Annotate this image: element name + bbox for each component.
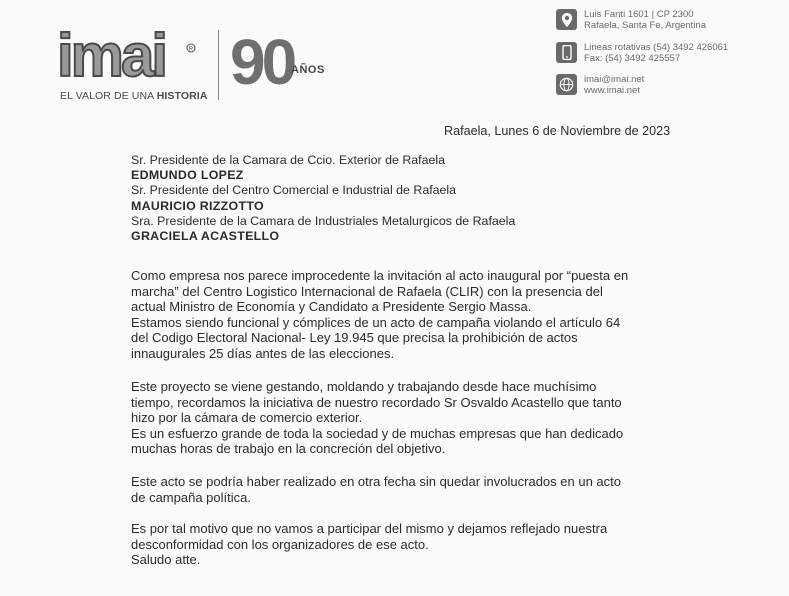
text-line: desconformidad con los organizadores de ese acto.	[131, 536, 429, 552]
contact-phone	[556, 42, 728, 64]
recipient-name: EDMUNDO LOPEZ	[131, 168, 244, 183]
email-link[interactable]: imai@imai.net	[584, 74, 645, 85]
text-line: muchas horas de trabajo en la concreción del objetivo.	[131, 441, 446, 457]
text-line: tiempo, recordamos la iniciativa de nuestro recordado Sr Osvaldo Acastello que tanto	[131, 394, 622, 410]
imai-logo	[57, 30, 199, 82]
text-line: Saludo atte.	[131, 552, 201, 568]
text-line: Este proyecto se viene gestando, moldando y trabajando desde hace muchísimo	[131, 379, 597, 394]
text-line: del Codigo Electoral Nacional- Ley 19.945 que precisa la prohibición de actos	[131, 330, 578, 346]
logo-tagline: EL VALOR DE UNA HISTORIA	[60, 90, 208, 102]
recipient-title: Sr. Presidente de la Camara de Ccio. Exterior de Rafaela	[131, 153, 446, 167]
letter-date: Rafaela, Lunes 6 de Noviembre de 2023	[444, 124, 671, 138]
text-line: hizo por la cámara de comercio exterior.	[131, 410, 363, 426]
text-line: de campaña política.	[131, 489, 251, 505]
recipients-block	[131, 153, 515, 244]
anniversary-90-mark	[230, 28, 320, 88]
recipient-name: GRACIELA ACASTELLO	[131, 229, 280, 244]
contact-address	[556, 9, 706, 31]
contact-online	[556, 74, 644, 96]
body-paragraph-4	[131, 521, 665, 568]
text-line: actual Ministro de Economía y Candidato a Presidente Sergio Massa.	[131, 299, 532, 315]
recipient-name: MAURICIO RIZZOTTO	[131, 198, 264, 213]
text-line: Estamos siendo funcional y cómplices de un acto de campaña violando el artículo 64	[131, 314, 621, 330]
recipient-title: Sr. Presidente del Centro Comercial e Industrial de Rafaela	[131, 183, 457, 198]
text-line: Es un esfuerzo grande de toda la sociedad y de muchas empresas que han dedicado	[131, 425, 624, 441]
phone-line-1: Lineas rotativas (54) 3492 426061	[584, 42, 729, 53]
text-line: Este acto se podría haber realizado en otra fecha sin quedar involucrados en un acto	[131, 474, 621, 489]
body-paragraph-3	[131, 474, 665, 505]
email-at-icon	[556, 74, 577, 95]
logo-wordmark: imai	[57, 30, 166, 82]
text-line: innaugurales 25 días antes de las elecciones.	[131, 345, 395, 361]
body-paragraph-1	[131, 268, 665, 362]
text-line: Como empresa nos parece improcedente la invitación al acto inaugural por “puesta en	[131, 268, 629, 283]
phone-icon	[556, 42, 577, 63]
header-divider	[218, 30, 219, 100]
text-line: marcha” del Centro Logistico Internacional de Rafaela (CLIR) con la presencia del	[131, 283, 603, 299]
anniversary-word: AÑOS	[291, 64, 325, 76]
website-link[interactable]: www.imai.net	[584, 85, 640, 96]
location-pin-icon	[556, 9, 577, 30]
address-line-1: Luis Fanti 1601 | CP 2300	[584, 9, 694, 20]
recipient-title: Sra. Presidente de la Camara de Industriales Metalurgicos de Rafaela	[131, 213, 516, 228]
body-paragraph-2	[131, 379, 665, 457]
anniversary-number: 90	[230, 28, 294, 88]
address-line-2: Rafaela, Santa Fe, Argentina	[584, 20, 706, 31]
phone-line-2: Fax: (54) 3492 425557	[584, 53, 681, 64]
svg-text:R: R	[188, 46, 194, 53]
text-line: Es por tal motivo que no vamos a participar del mismo y dejamos reflejado nuestra	[131, 521, 608, 536]
